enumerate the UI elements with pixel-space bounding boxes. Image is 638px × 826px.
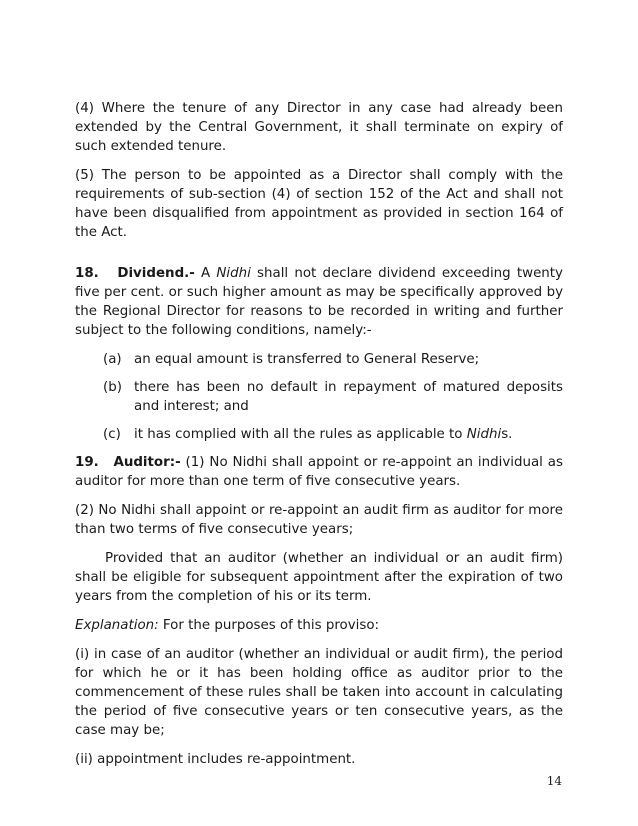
section-19-clause-ii: (ii) appointment includes re-appointment. bbox=[75, 752, 356, 767]
list-marker-c: (c) bbox=[103, 427, 121, 442]
explanation-label: Explanation: bbox=[75, 618, 159, 633]
section-19-intro bbox=[75, 453, 563, 491]
section-19-text-1: (1) No Nidhi shall appoint or re-appoint an individual as auditor for more than one term of five consecutive years. bbox=[75, 455, 563, 489]
list-text-b: there has been no default in repayment of matured deposits and interest; and bbox=[134, 380, 563, 414]
list-marker-a: (a) bbox=[103, 352, 122, 367]
section-19-explanation bbox=[75, 616, 563, 635]
list-text-c bbox=[134, 427, 512, 442]
section-19-title: Auditor:- bbox=[113, 455, 181, 470]
section-19-clause-i: (i) in case of an auditor (whether an individual or audit firm), the period for which he or it has been holding office as auditor prior to the commencement of these rules shall be taken into account in calculating the period of five consecutive years or ten consecutive years, as the case may be; bbox=[75, 647, 563, 738]
section-18-title: Dividend.- bbox=[117, 266, 195, 281]
paragraph-4: (4) Where the tenure of any Director in any case had already been extended by the Central Government, it shall terminate on expiry of such extended tenure. bbox=[75, 101, 563, 154]
section-18-number: 18. bbox=[75, 266, 99, 281]
section-19-number: 19. bbox=[75, 455, 99, 470]
list-item-b bbox=[75, 378, 563, 416]
section-19-paragraph-2: (2) No Nidhi shall appoint or re-appoint an audit firm as auditor for more than two terms of five consecutive years; bbox=[75, 503, 563, 537]
list-text-a: an equal amount is transferred to General Reserve; bbox=[134, 352, 480, 367]
list-item-a bbox=[75, 350, 563, 369]
list-marker-b: (b) bbox=[103, 380, 122, 395]
list-text-c-a: it has complied with all the rules as applicable to bbox=[134, 427, 467, 442]
section-18-text-b: shall not declare dividend exceeding twenty five per cent. or such higher amount as may be specifically approved by the Regional Director for reasons to be recorded in writing and further subject to the following conditions, namely:- bbox=[75, 266, 563, 338]
list-text-c-italic: Nidhi bbox=[466, 427, 502, 442]
section-18-text-a: A bbox=[194, 266, 217, 281]
paragraph-5: (5) The person to be appointed as a Director shall comply with the requirements of sub-section (4) of section 152 of the Act and shall not have been disqualified from appointment as provided in section 164 of the Act. bbox=[75, 168, 563, 240]
explanation-text: For the purposes of this proviso: bbox=[158, 618, 380, 633]
list-item-c bbox=[75, 425, 563, 444]
page-number: 14 bbox=[546, 774, 562, 788]
list-text-c-b: s. bbox=[501, 427, 513, 442]
section-18-intro bbox=[75, 264, 563, 340]
section-18-nidhi: Nidhi bbox=[216, 266, 251, 281]
section-19-proviso: Provided that an auditor (whether an individual or an audit firm) shall be eligible for subsequent appointment after the expiration of two years from the completion of his or its term. bbox=[75, 551, 563, 604]
document-body bbox=[75, 99, 563, 779]
